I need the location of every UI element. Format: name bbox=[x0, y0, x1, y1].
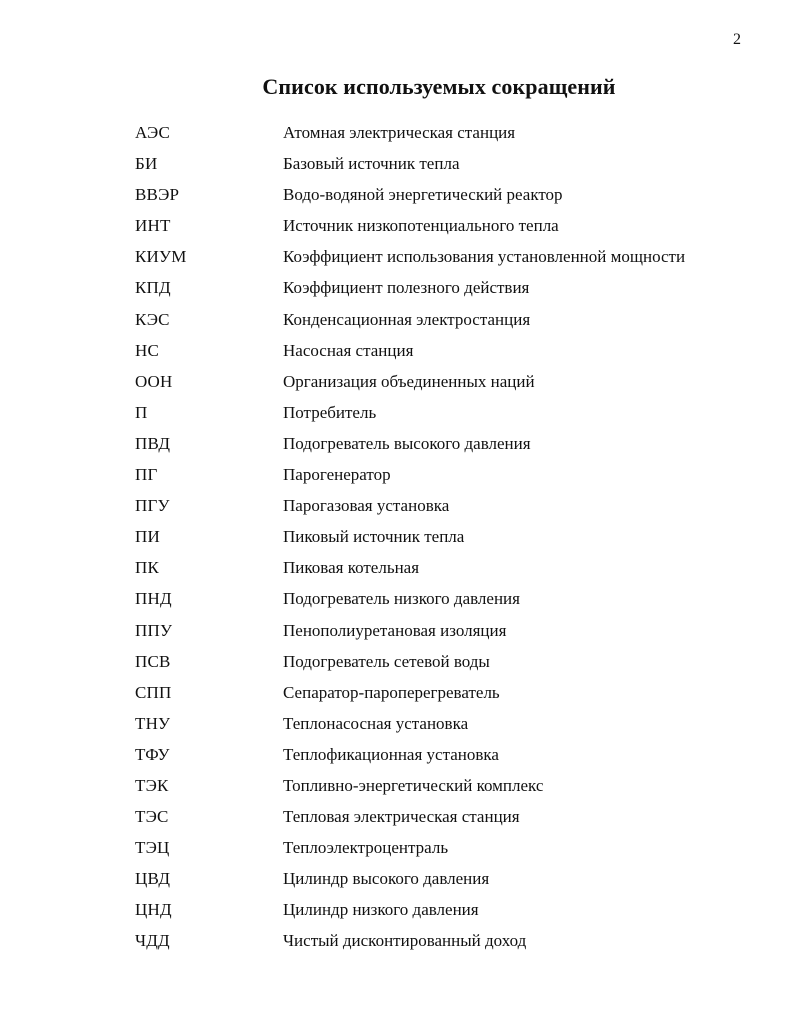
abbreviation: ПНД bbox=[135, 589, 172, 609]
abbreviation-meaning: Топливно-энергетический комплекс bbox=[283, 775, 544, 795]
abbreviation: ИНТ bbox=[135, 216, 171, 236]
list-item bbox=[0, 490, 799, 521]
abbreviation: ПИ bbox=[135, 527, 160, 547]
abbreviation: ПГ bbox=[135, 465, 158, 485]
list-item bbox=[0, 739, 799, 770]
abbreviation: ВВЭР bbox=[135, 185, 180, 205]
abbreviation: ПГУ bbox=[135, 496, 170, 516]
abbreviation: КИУМ bbox=[135, 247, 187, 267]
list-item bbox=[0, 708, 799, 739]
abbreviation-meaning: Чистый дисконтированный доход bbox=[283, 931, 527, 951]
abbreviation-list bbox=[0, 117, 799, 957]
abbreviation-meaning: Подогреватель низкого давления bbox=[283, 589, 520, 609]
list-item bbox=[0, 677, 799, 708]
abbreviation-meaning: Теплонасосная установка bbox=[283, 713, 469, 733]
abbreviation: ТФУ bbox=[135, 744, 170, 764]
abbreviation: П bbox=[135, 402, 148, 422]
abbreviation: ЦВД bbox=[135, 869, 171, 889]
abbreviation: БИ bbox=[135, 154, 158, 174]
abbreviation: ТЭК bbox=[135, 775, 169, 795]
list-item bbox=[0, 366, 799, 397]
list-item bbox=[0, 521, 799, 552]
list-item bbox=[0, 925, 799, 956]
list-item bbox=[0, 770, 799, 801]
list-item bbox=[0, 894, 799, 925]
list-item bbox=[0, 615, 799, 646]
abbreviation-meaning: Коэффициент использования установленной мощности bbox=[283, 247, 686, 267]
abbreviation-meaning: Подогреватель сетевой воды bbox=[283, 651, 490, 671]
abbreviation: ООН bbox=[135, 371, 173, 391]
abbreviation-meaning: Парогазовая установка bbox=[283, 496, 450, 516]
abbreviation-meaning: Атомная электрическая станция bbox=[283, 123, 516, 142]
abbreviation-meaning: Базовый источник тепла bbox=[283, 154, 460, 174]
abbreviation-meaning: Потребитель bbox=[283, 402, 377, 422]
abbreviation-meaning: Цилиндр высокого давления bbox=[283, 869, 490, 889]
abbreviation: НС bbox=[135, 340, 160, 360]
abbreviation-meaning: Цилиндр низкого давления bbox=[283, 900, 479, 920]
abbreviation-meaning: Насосная станция bbox=[283, 340, 414, 360]
abbreviation-meaning: Теплоэлектроцентраль bbox=[283, 838, 449, 858]
abbreviation-meaning: Подогреватель высокого давления bbox=[283, 433, 531, 453]
abbreviation: ППУ bbox=[135, 620, 173, 640]
abbreviation: ТЭЦ bbox=[135, 838, 170, 858]
abbreviation-meaning: Коэффициент полезного действия bbox=[283, 278, 530, 298]
list-item bbox=[0, 583, 799, 614]
list-item bbox=[0, 210, 799, 241]
abbreviation-meaning: Пенополиуретановая изоляция bbox=[283, 620, 507, 640]
abbreviation: ПК bbox=[135, 558, 160, 578]
abbreviation: ТНУ bbox=[135, 713, 171, 733]
abbreviation-meaning: Источник низкопотенциального тепла bbox=[283, 216, 559, 236]
abbreviation: ПСВ bbox=[135, 651, 171, 671]
page-title: Список используемых сокращений bbox=[262, 74, 616, 99]
list-item bbox=[0, 459, 799, 490]
list-item bbox=[0, 241, 799, 272]
abbreviation-meaning: Теплофикационная установка bbox=[283, 744, 499, 764]
abbreviation: СПП bbox=[135, 682, 172, 702]
abbreviation-meaning: Организация объединенных наций bbox=[283, 371, 535, 391]
abbreviation-meaning: Пиковая котельная bbox=[283, 558, 420, 578]
abbreviation-meaning: Водо-водяной энергетический реактор bbox=[283, 185, 563, 205]
list-item bbox=[0, 863, 799, 894]
list-item bbox=[0, 646, 799, 677]
list-item bbox=[0, 304, 799, 335]
list-item bbox=[0, 428, 799, 459]
abbreviation: ПВД bbox=[135, 433, 171, 453]
list-item bbox=[0, 117, 799, 148]
abbreviation: КЭС bbox=[135, 309, 170, 329]
page-number: 2 bbox=[733, 31, 741, 48]
list-item bbox=[0, 272, 799, 303]
abbreviation-meaning: Тепловая электрическая станция bbox=[283, 807, 520, 827]
list-item bbox=[0, 179, 799, 210]
list-item bbox=[0, 832, 799, 863]
abbreviation: ЦНД bbox=[135, 900, 172, 920]
abbreviation-meaning: Пиковый источник тепла bbox=[283, 527, 465, 547]
list-item bbox=[0, 148, 799, 179]
abbreviation: КПД bbox=[135, 278, 171, 298]
list-item bbox=[0, 335, 799, 366]
list-item bbox=[0, 801, 799, 832]
list-item bbox=[0, 552, 799, 583]
abbreviation-meaning: Парогенератор bbox=[283, 465, 391, 485]
abbreviation-meaning: Конденсационная электростанция bbox=[283, 309, 531, 329]
abbreviation: ТЭС bbox=[135, 807, 169, 827]
list-item bbox=[0, 397, 799, 428]
abbreviation-meaning: Сепаратор-пароперегреватель bbox=[283, 682, 500, 702]
abbreviation: ЧДД bbox=[135, 931, 170, 951]
abbreviation: АЭС bbox=[135, 123, 171, 142]
